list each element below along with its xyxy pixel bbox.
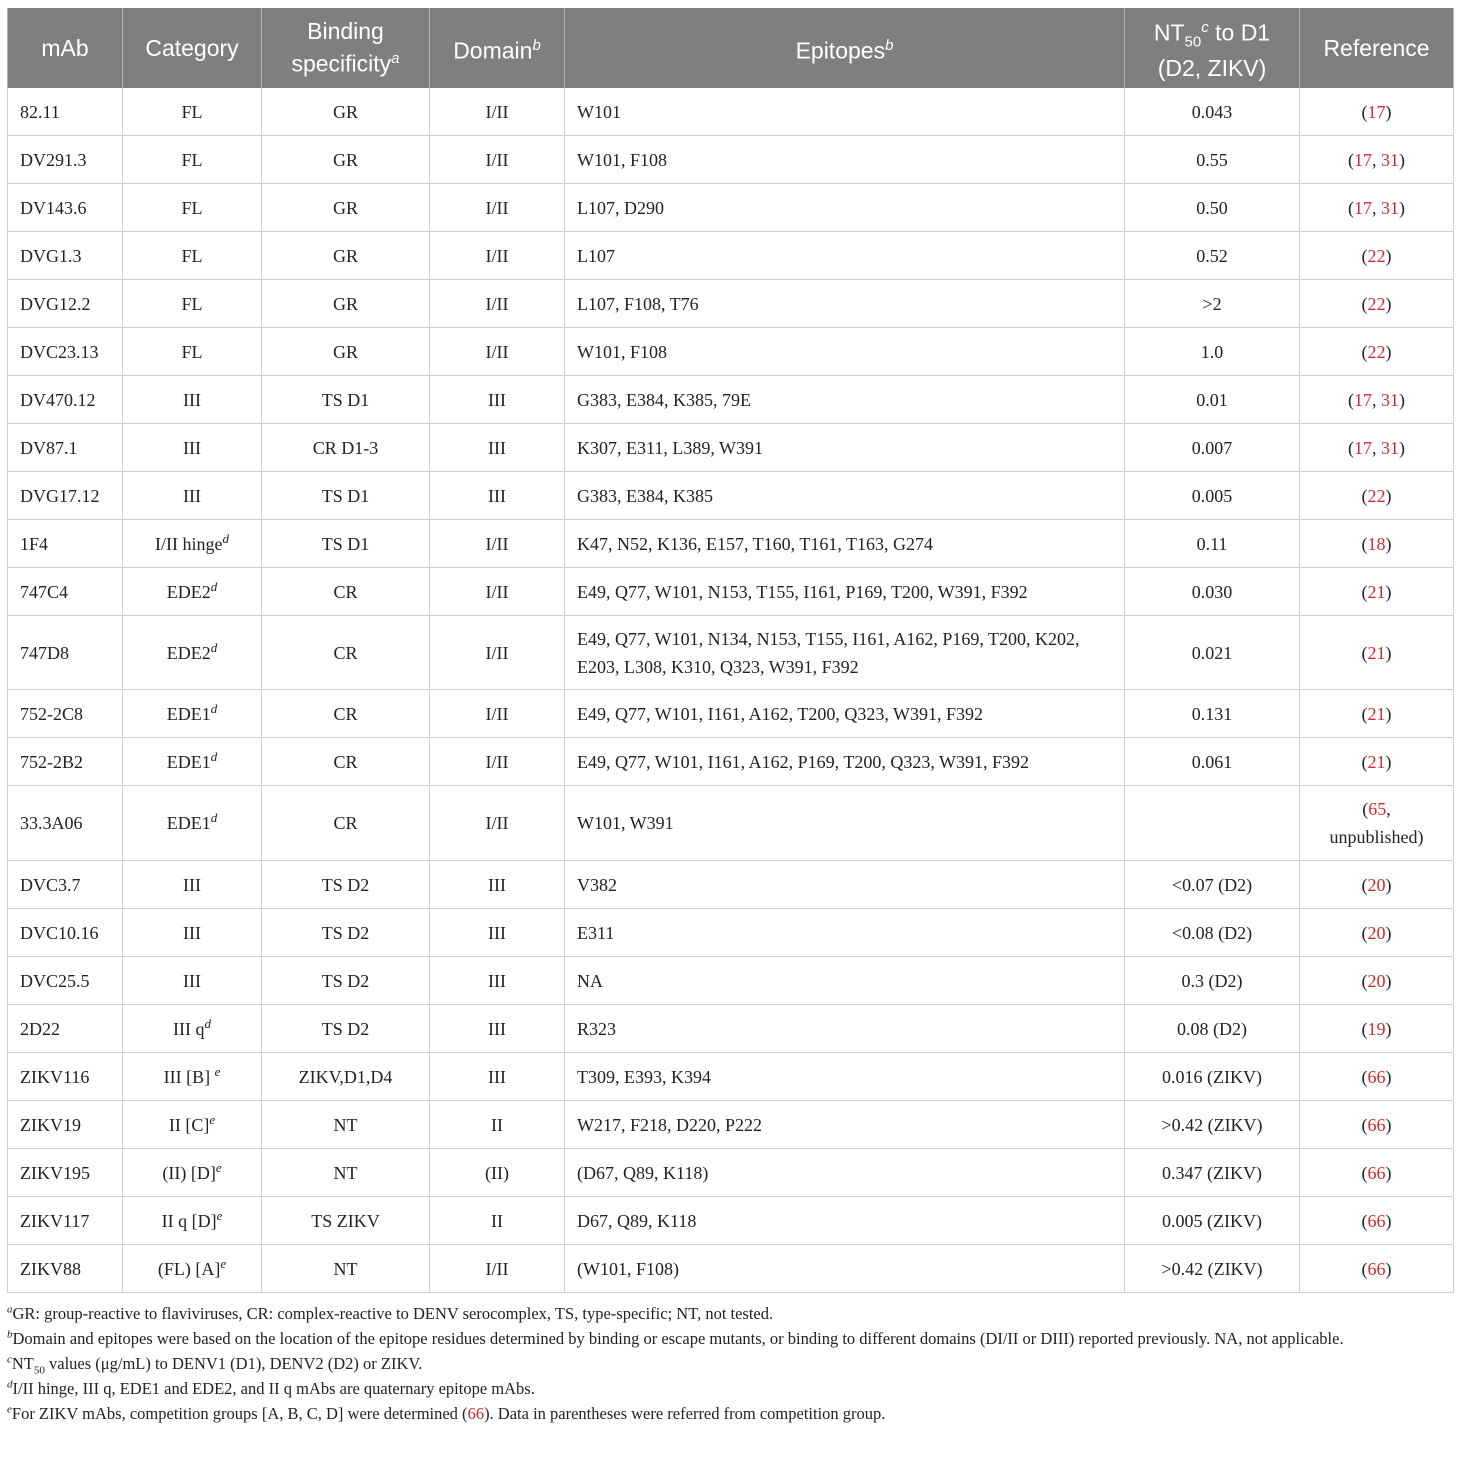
cell-mab: ZIKV116 (8, 1053, 123, 1101)
cell-category: (II) $[D]^e$ (123, 1149, 262, 1197)
reference-link[interactable]: 21 (1367, 642, 1386, 663)
cell-category: III $q^d$ (123, 1005, 262, 1053)
cell-nt50: 0.043 (1125, 88, 1300, 136)
cell-domain: III (430, 1005, 565, 1053)
reference-link[interactable]: 22 (1367, 245, 1386, 266)
reference-link[interactable]: 31 (1381, 197, 1399, 218)
table-row (8, 909, 1454, 957)
cell-binding: GR (262, 184, 430, 232)
cell-binding: GR (262, 280, 430, 328)
table-row (8, 1101, 1454, 1149)
cell-mab: ZIKV19 (8, 1101, 123, 1149)
cell-reference: (21) (1300, 568, 1454, 616)
cell-category: FL (123, 184, 262, 232)
footnote-b: $^b$Domain and epitopes were based on the location of the epitope residues determined by binding or escape mutants, or binding to different domains (DI/II or DIII) reported previously. NA, not applicable. (7, 1328, 1344, 1348)
cell-domain: I/II (430, 232, 565, 280)
cell-domain: II (430, 1101, 565, 1149)
cell-nt50: 0.005 (ZIKV) (1125, 1197, 1300, 1245)
cell-reference: (20) (1300, 909, 1454, 957)
reference-link[interactable]: 17 (1354, 149, 1372, 170)
cell-reference: (66) (1300, 1101, 1454, 1149)
cell-nt50: 0.005 (1125, 472, 1300, 520)
table-row (8, 424, 1454, 472)
table-row (8, 376, 1454, 424)
header-reference: Reference (1300, 8, 1454, 88)
cell-category: II q $[D]^e$ (123, 1197, 262, 1245)
cell-nt50: 0.007 (1125, 424, 1300, 472)
cell-category: EDE1$^d$ (123, 786, 262, 861)
cell-nt50: 0.55 (1125, 136, 1300, 184)
cell-epitopes: L107, D290 (565, 184, 1125, 232)
table-row (8, 472, 1454, 520)
cell-reference: (66) (1300, 1149, 1454, 1197)
cell-mab: 33.3A06 (8, 786, 123, 861)
cell-epitopes: L107, F108, T76 (565, 280, 1125, 328)
cell-mab: ZIKV117 (8, 1197, 123, 1245)
header-epitopes: Epitopes$^b$ (565, 8, 1125, 88)
footnotes (7, 1301, 1453, 1426)
cell-epitopes: W101, F108 (565, 136, 1125, 184)
cell-nt50: 0.061 (1125, 738, 1300, 786)
cell-category: (FL) $[A]^e$ (123, 1245, 262, 1293)
cell-epitopes: V382 (565, 861, 1125, 909)
cell-binding: NT (262, 1245, 430, 1293)
mab-table (7, 8, 1454, 1293)
cell-domain: I/II (430, 280, 565, 328)
cell-nt50: 1.0 (1125, 328, 1300, 376)
cell-nt50: <0.07 (D2) (1125, 861, 1300, 909)
table-row (8, 738, 1454, 786)
header-row (8, 8, 1454, 88)
cell-binding: TS D2 (262, 957, 430, 1005)
cell-category: III (123, 957, 262, 1005)
cell-binding: CR (262, 738, 430, 786)
cell-binding: TS D2 (262, 861, 430, 909)
reference-link[interactable]: 31 (1381, 389, 1399, 410)
table-row (8, 1053, 1454, 1101)
table-row (8, 786, 1454, 861)
cell-domain: II (430, 1197, 565, 1245)
reference-link[interactable]: 21 (1367, 703, 1386, 724)
cell-mab: DV291.3 (8, 136, 123, 184)
cell-epitopes: W101, F108 (565, 328, 1125, 376)
cell-category: EDE2$^d$ (123, 568, 262, 616)
table-row (8, 136, 1454, 184)
cell-epitopes: D67, Q89, K118 (565, 1197, 1125, 1245)
footnote-c: $^cNT_{50}$ values (μg/mL) to DENV1 (D1), DENV2 (D2) or ZIKV. (7, 1353, 423, 1377)
reference-link[interactable]: 65 (1368, 799, 1387, 819)
cell-nt50: 0.08 (D2) (1125, 1005, 1300, 1053)
cell-category: EDE1$^d$ (123, 738, 262, 786)
cell-reference: (66) (1300, 1245, 1454, 1293)
cell-epitopes: W217, F218, D220, P222 (565, 1101, 1125, 1149)
cell-binding: ZIKV,D1,D4 (262, 1053, 430, 1101)
header-binding-specificity: Binding specificity$^a$ (262, 8, 430, 88)
reference-link[interactable]: 17 (1354, 197, 1372, 218)
cell-domain: I/II (430, 136, 565, 184)
cell-domain: III (430, 424, 565, 472)
cell-nt50: <0.08 (D2) (1125, 909, 1300, 957)
cell-epitopes: G383, E384, K385 (565, 472, 1125, 520)
cell-epitopes: K307, E311, L389, W391 (565, 424, 1125, 472)
footnote-d: $^d$I/II hinge, III q, EDE1 and EDE2, and II q mAbs are quaternary epitope mAbs. (7, 1378, 535, 1398)
cell-nt50: >0.42 (ZIKV) (1125, 1101, 1300, 1149)
cell-category: III [B] $^e$ (123, 1053, 262, 1101)
footnote-a: $^a$GR: group-reactive to flaviviruses, CR: complex-reactive to DENV serocomplex, TS, type-specific; NT, not tested. (7, 1303, 774, 1323)
table-container (7, 8, 1453, 1426)
cell-nt50: 0.131 (1125, 690, 1300, 738)
cell-reference: (22) (1300, 328, 1454, 376)
cell-reference: (20) (1300, 957, 1454, 1005)
table-row (8, 280, 1454, 328)
cell-nt50: 0.01 (1125, 376, 1300, 424)
reference-link[interactable]: 66 (1367, 1114, 1386, 1135)
cell-domain: I/II (430, 786, 565, 861)
cell-mab: DVG1.3 (8, 232, 123, 280)
cell-category: I/II hinge$^d$ (123, 520, 262, 568)
table-row (8, 957, 1454, 1005)
cell-nt50: >2 (1125, 280, 1300, 328)
cell-epitopes: E49, Q77, W101, N134, N153, T155, I161, A162, P169, T200, K202, E203, L308, K310, Q323, W391, F392 (565, 616, 1125, 690)
header-domain: Domain$^b$ (430, 8, 565, 88)
reference-link[interactable]: 20 (1367, 970, 1386, 991)
cell-nt50: 0.52 (1125, 232, 1300, 280)
cell-category: III (123, 472, 262, 520)
cell-mab: 1F4 (8, 520, 123, 568)
reference-link[interactable]: 66 (1367, 1210, 1386, 1231)
cell-category: III (123, 909, 262, 957)
cell-reference: (21) (1300, 738, 1454, 786)
cell-binding: TS ZIKV (262, 1197, 430, 1245)
cell-category: FL (123, 88, 262, 136)
table-row (8, 88, 1454, 136)
cell-nt50: 0.11 (1125, 520, 1300, 568)
table-row (8, 690, 1454, 738)
cell-reference: (66) (1300, 1053, 1454, 1101)
cell-mab: 2D22 (8, 1005, 123, 1053)
cell-mab: DV470.12 (8, 376, 123, 424)
reference-link[interactable]: 21 (1367, 581, 1386, 602)
reference-link[interactable]: 17 (1354, 389, 1372, 410)
reference-link[interactable]: 22 (1367, 293, 1386, 314)
reference-link[interactable]: 31 (1381, 149, 1399, 170)
cell-mab: ZIKV195 (8, 1149, 123, 1197)
cell-domain: III (430, 376, 565, 424)
reference-link[interactable]: 66 (467, 1404, 485, 1423)
cell-mab: 752-2B2 (8, 738, 123, 786)
table-row (8, 861, 1454, 909)
cell-reference: (17, 31) (1300, 376, 1454, 424)
reference-link[interactable]: 66 (1367, 1258, 1386, 1279)
cell-category: FL (123, 328, 262, 376)
header-nt50: $NT_{50}^c$ to D1 (D2, ZIKV) (1125, 8, 1300, 88)
cell-domain: III (430, 472, 565, 520)
cell-binding: GR (262, 136, 430, 184)
reference-link[interactable]: 20 (1367, 874, 1386, 895)
cell-mab: DVG12.2 (8, 280, 123, 328)
cell-reference: (18) (1300, 520, 1454, 568)
cell-category: EDE1$^d$ (123, 690, 262, 738)
cell-domain: I/II (430, 88, 565, 136)
reference-link[interactable]: 31 (1381, 437, 1399, 458)
reference-link[interactable]: 66 (1367, 1162, 1386, 1183)
cell-mab: DVC23.13 (8, 328, 123, 376)
header-mab: mAb (8, 8, 123, 88)
cell-mab: 747D8 (8, 616, 123, 690)
cell-epitopes: R323 (565, 1005, 1125, 1053)
cell-epitopes: W101 (565, 88, 1125, 136)
cell-binding: TS D2 (262, 1005, 430, 1053)
cell-category: FL (123, 280, 262, 328)
table-body (8, 88, 1454, 1293)
cell-domain: III (430, 1053, 565, 1101)
cell-domain: III (430, 957, 565, 1005)
cell-epitopes: E49, Q77, W101, N153, T155, I161, P169, T200, W391, F392 (565, 568, 1125, 616)
cell-binding: NT (262, 1101, 430, 1149)
cell-epitopes: G383, E384, K385, 79E (565, 376, 1125, 424)
cell-binding: TS D1 (262, 520, 430, 568)
cell-epitopes: T309, E393, K394 (565, 1053, 1125, 1101)
cell-nt50: 0.021 (1125, 616, 1300, 690)
cell-binding: NT (262, 1149, 430, 1197)
cell-binding: CR (262, 616, 430, 690)
cell-binding: CR (262, 568, 430, 616)
cell-nt50: 0.3 (D2) (1125, 957, 1300, 1005)
cell-nt50: >0.42 (ZIKV) (1125, 1245, 1300, 1293)
table-row (8, 520, 1454, 568)
cell-category: III (123, 424, 262, 472)
table-row (8, 328, 1454, 376)
cell-epitopes: K47, N52, K136, E157, T160, T161, T163, G274 (565, 520, 1125, 568)
cell-reference: (66) (1300, 1197, 1454, 1245)
cell-domain: III (430, 909, 565, 957)
cell-category: FL (123, 232, 262, 280)
cell-category: II $[C]^e$ (123, 1101, 262, 1149)
cell-category: FL (123, 136, 262, 184)
cell-reference: (17, 31) (1300, 136, 1454, 184)
cell-binding: CR (262, 786, 430, 861)
cell-domain: I/II (430, 520, 565, 568)
cell-mab: DV143.6 (8, 184, 123, 232)
reference-link[interactable]: 20 (1367, 922, 1386, 943)
cell-reference: (22) (1300, 280, 1454, 328)
cell-nt50 (1125, 786, 1300, 861)
reference-link[interactable]: 22 (1367, 485, 1386, 506)
cell-nt50: 0.030 (1125, 568, 1300, 616)
cell-reference: (22) (1300, 472, 1454, 520)
cell-reference: (17, 31) (1300, 184, 1454, 232)
cell-binding: CR (262, 690, 430, 738)
cell-reference: (17, 31) (1300, 424, 1454, 472)
reference-link[interactable]: 19 (1367, 1018, 1386, 1039)
reference-link[interactable]: 18 (1367, 533, 1386, 554)
cell-epitopes: E49, Q77, W101, I161, A162, T200, Q323, W391, F392 (565, 690, 1125, 738)
cell-binding: CR D1-3 (262, 424, 430, 472)
cell-category: III (123, 861, 262, 909)
cell-binding: TS D1 (262, 472, 430, 520)
table-row (8, 568, 1454, 616)
reference-link[interactable]: 22 (1367, 341, 1386, 362)
footnote-e: $^e$For ZIKV mAbs, competition groups [A, B, C, D] were determined (66). Data in parentheses were referred from competition group. (7, 1403, 886, 1423)
cell-epitopes: (D67, Q89, K118) (565, 1149, 1125, 1197)
cell-binding: GR (262, 88, 430, 136)
cell-domain: I/II (430, 184, 565, 232)
cell-mab: ZIKV88 (8, 1245, 123, 1293)
cell-binding: GR (262, 232, 430, 280)
cell-binding: TS D2 (262, 909, 430, 957)
cell-epitopes: L107 (565, 232, 1125, 280)
cell-domain: (II) (430, 1149, 565, 1197)
table-row (8, 232, 1454, 280)
cell-mab: DVC3.7 (8, 861, 123, 909)
cell-domain: I/II (430, 1245, 565, 1293)
table-row (8, 616, 1454, 690)
cell-domain: I/II (430, 690, 565, 738)
cell-reference: (22) (1300, 232, 1454, 280)
cell-mab: 82.11 (8, 88, 123, 136)
cell-category: EDE2$^d$ (123, 616, 262, 690)
cell-mab: 747C4 (8, 568, 123, 616)
cell-reference: (19) (1300, 1005, 1454, 1053)
cell-nt50: 0.50 (1125, 184, 1300, 232)
cell-domain: I/II (430, 738, 565, 786)
cell-binding: TS D1 (262, 376, 430, 424)
cell-nt50: 0.347 (ZIKV) (1125, 1149, 1300, 1197)
reference-link[interactable]: 17 (1354, 437, 1372, 458)
cell-mab: DVC25.5 (8, 957, 123, 1005)
reference-link[interactable]: 21 (1367, 751, 1386, 772)
cell-reference: (65, unpublished) (1300, 786, 1454, 861)
header-category: Category (123, 8, 262, 88)
cell-category: III (123, 376, 262, 424)
cell-epitopes: NA (565, 957, 1125, 1005)
cell-domain: I/II (430, 568, 565, 616)
table-row (8, 1245, 1454, 1293)
cell-reference: (21) (1300, 616, 1454, 690)
cell-reference: (17) (1300, 88, 1454, 136)
cell-domain: III (430, 861, 565, 909)
table-row (8, 1149, 1454, 1197)
cell-binding: GR (262, 328, 430, 376)
reference-link[interactable]: 66 (1367, 1066, 1386, 1087)
cell-mab: 752-2C8 (8, 690, 123, 738)
cell-mab: DV87.1 (8, 424, 123, 472)
reference-link[interactable]: 17 (1367, 101, 1386, 122)
table-row (8, 1197, 1454, 1245)
cell-epitopes: (W101, F108) (565, 1245, 1125, 1293)
table-row (8, 1005, 1454, 1053)
cell-reference: (21) (1300, 690, 1454, 738)
cell-epitopes: E49, Q77, W101, I161, A162, P169, T200, Q323, W391, F392 (565, 738, 1125, 786)
cell-nt50: 0.016 (ZIKV) (1125, 1053, 1300, 1101)
table-row (8, 184, 1454, 232)
cell-domain: I/II (430, 328, 565, 376)
cell-mab: DVG17.12 (8, 472, 123, 520)
cell-epitopes: E311 (565, 909, 1125, 957)
cell-mab: DVC10.16 (8, 909, 123, 957)
cell-epitopes: W101, W391 (565, 786, 1125, 861)
cell-domain: I/II (430, 616, 565, 690)
cell-reference: (20) (1300, 861, 1454, 909)
